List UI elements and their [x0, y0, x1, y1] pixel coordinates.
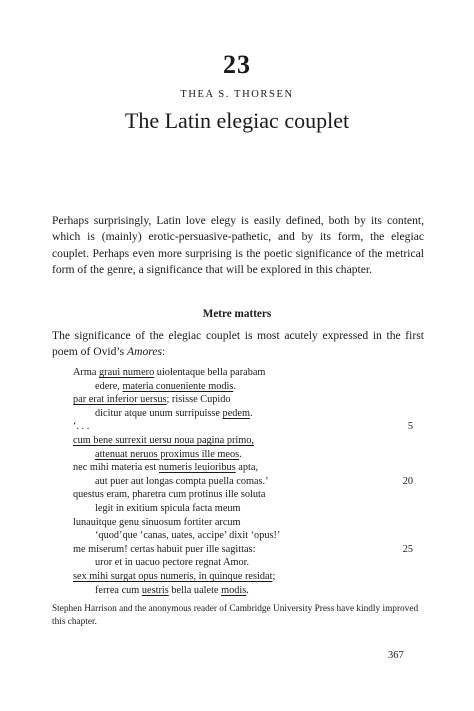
poem-line: [73, 380, 413, 394]
verse-segment: legit in exitium spicula facta meum: [95, 502, 241, 514]
poem-line: [73, 434, 413, 448]
underlined-phrase: pedem: [222, 407, 250, 419]
footnote: Stephen Harrison and the anonymous reader of Cambridge University Press have kindly improved this chapter.: [52, 604, 419, 627]
verse-segment: ; risisse Cupido: [166, 394, 231, 406]
underlined-phrase: par erat inferior uersus: [73, 394, 167, 406]
poem-line-text: [73, 462, 258, 473]
verse-segment: uiolentaque bella parabam: [154, 367, 266, 378]
poem-line: [73, 488, 413, 502]
underlined-phrase: uestris: [141, 584, 169, 596]
verse-segment: .: [239, 448, 242, 460]
verse-segment: questus eram, pharetra cum protinus ille soluta: [73, 489, 266, 501]
poem-line: [73, 556, 413, 570]
verse-segment: me miserum! certas habuit puer ille sagittas:: [73, 543, 256, 555]
verse-segment: .: [246, 584, 249, 596]
verse-segment: .: [233, 380, 236, 392]
poem-line-text: [73, 530, 280, 541]
verse-segment: ‘. . .: [73, 421, 90, 433]
poem-line: [73, 516, 413, 530]
underlined-phrase: attenuat neruos proximus ille meos: [95, 448, 240, 460]
poem-quotation: [73, 366, 413, 597]
line-number: 25: [402, 543, 413, 555]
underlined-phrase: numeris leuioribus: [158, 462, 236, 474]
poem-line-text: [73, 489, 265, 500]
poem-line: [73, 448, 413, 462]
poem-line: [73, 393, 413, 407]
poem-line-text: [73, 367, 265, 378]
poem-line-text: [73, 449, 242, 460]
verse-segment: Arma: [73, 367, 100, 378]
verse-segment: edere,: [95, 380, 123, 392]
poem-line-text: [73, 503, 241, 514]
section-heading: Metre matters: [202, 308, 272, 320]
poem-line: [73, 366, 413, 380]
underlined-phrase: cum bene surrexit uersu noua pagina primo,: [73, 434, 254, 446]
intro-paragraph: Perhaps surprisingly, Latin love elegy is easily defined, both by its content, which is (mainly) erotic-persuasive-pathetic, and by its form, the elegiac couplet. Perhaps even more surprising is the poetic significance of the metrical form of the genre, a significance that will be explored in this chapter.: [52, 214, 424, 276]
verse-segment: dicitur atque unum surripuisse: [95, 407, 223, 419]
poem-line: [73, 407, 413, 421]
chapter-title: The Latin elegiac couplet: [124, 108, 350, 133]
verse-segment: ‘quod’que ‘canas, uates, accipe’ dixit ‘opus!’: [95, 530, 281, 542]
lead-work-title: Amores: [127, 345, 163, 359]
verse-segment: bella ualete: [168, 584, 222, 596]
poem-line: [73, 502, 413, 516]
verse-segment: uror et in uacuo pectore regnat Amor.: [95, 557, 250, 569]
underlined-phrase: modis: [221, 584, 247, 596]
poem-line: [73, 543, 413, 557]
poem-line: [73, 529, 413, 543]
poem-line-text: [73, 381, 236, 392]
poem-line: [73, 584, 413, 598]
verse-segment: nec mihi materia est: [73, 462, 159, 474]
poem-line-text: [73, 571, 275, 582]
poem-line: [73, 420, 413, 434]
poem-line-text: [73, 394, 231, 405]
page-number: 367: [388, 650, 404, 661]
poem-line-text: [73, 476, 269, 487]
verse-segment: .: [250, 407, 253, 419]
lead-end: :: [162, 345, 166, 359]
poem-line-text: [73, 557, 249, 568]
lead-paragraph: [52, 328, 424, 361]
line-number: 20: [402, 475, 413, 487]
poem-line-text: [73, 544, 255, 555]
poem-line-text: [73, 435, 254, 446]
verse-segment: aut puer aut longas compta puella comas.’: [95, 475, 269, 487]
underlined-phrase: graui numero: [99, 367, 155, 378]
verse-segment: apta,: [235, 462, 259, 474]
verse-segment: ferrea cum: [95, 584, 142, 596]
poem-line: [73, 461, 413, 475]
lead-text: The significance of the elegiac couplet is most acutely expressed in the first poem of Ovid’s: [52, 329, 424, 359]
chapter-number: 23: [223, 50, 251, 79]
poem-line: [73, 570, 413, 584]
poem-line-text: [73, 585, 249, 596]
poem-line: [73, 475, 413, 489]
underlined-phrase: materia conueniente modis: [122, 380, 234, 392]
underlined-phrase: sex mihi surgat opus numeris, in quinque residat: [73, 570, 273, 582]
line-number: 5: [407, 421, 413, 433]
poem-line-text: [73, 408, 253, 419]
verse-segment: ;: [272, 570, 276, 582]
chapter-author: THEA S. THORSEN: [180, 89, 294, 100]
poem-line-text: [73, 517, 241, 528]
verse-segment: lunauitque genu sinuosum fortiter arcum: [73, 516, 241, 528]
poem-line-text: [73, 421, 89, 432]
